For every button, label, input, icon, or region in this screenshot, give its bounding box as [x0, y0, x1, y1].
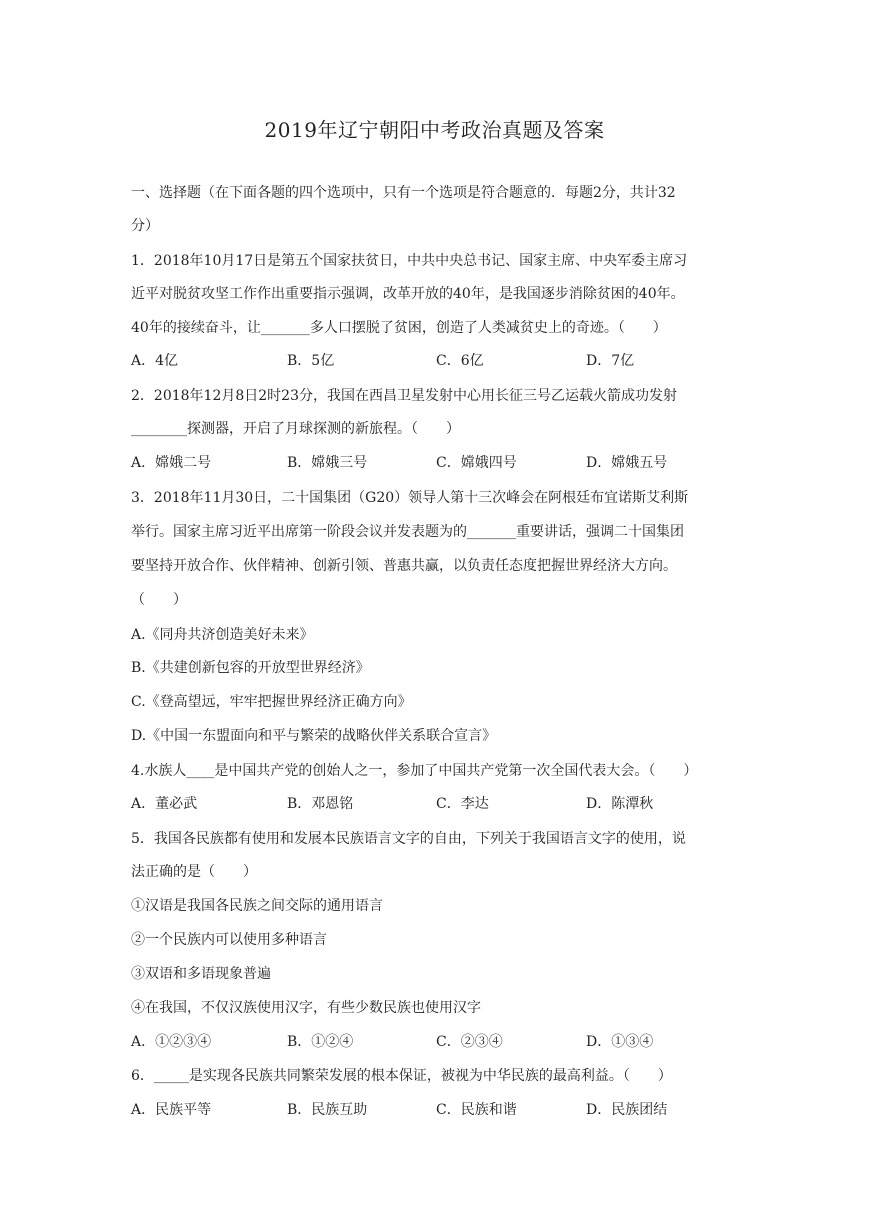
question-3-option-b: B.《共建创新包容的开放型世界经济》	[131, 660, 370, 676]
question-3-option-c: C.《登高望远，牢牢把握世界经济正确方向》	[131, 694, 412, 710]
option-c: C．6亿	[436, 353, 484, 369]
question-6-line: 6．_____是实现各民族共同繁荣发展的根本保证，被视为中华民族的最高利益。（ ）	[131, 1068, 672, 1084]
question-5-statement: ①汉语是我国各民族之间交际的通用语言	[131, 898, 383, 914]
option-b: B．嫦娥三号	[287, 455, 368, 471]
question-5-statement: ②一个民族内可以使用多种语言	[131, 932, 327, 948]
question-5-statement: ③双语和多语现象普遍	[131, 966, 271, 982]
option-a: A．4亿	[131, 353, 179, 369]
question-3-option-a: A.《同舟共济创造美好未来》	[131, 627, 314, 643]
question-3-line: 3．2018年11月30日，二十国集团（G20）领导人第十三次峰会在阿根廷布宜诺斯艾利斯	[131, 490, 689, 506]
page-title: 2019年辽宁朝阳中考政治真题及答案	[264, 118, 605, 142]
question-3-line: （ ）	[131, 592, 187, 608]
section-header-line: 一、选择题（在下面各题的四个选项中，只有一个选项是符合题意的．每题2分，共计32	[131, 185, 676, 201]
option-a: A．①②③④	[131, 1034, 212, 1050]
option-b: B．5亿	[287, 353, 335, 369]
option-b: B．①②④	[287, 1034, 354, 1050]
question-1-line: 40年的接续奋斗，让_______多人口摆脱了贫困，创造了人类减贫史上的奇迹。（ ）	[131, 320, 667, 336]
option-d: D．嫦娥五号	[586, 455, 668, 471]
option-c: C．李达	[436, 796, 489, 812]
option-a: A．民族平等	[131, 1102, 212, 1118]
question-1-line: 1．2018年10月17日是第五个国家扶贫日，中共中央总书记、国家主席、中央军委主席习	[131, 253, 688, 269]
question-5-statement: ④在我国，不仅汉族使用汉字，有些少数民族也使用汉字	[131, 1000, 481, 1016]
question-2-line: 2．2018年12月8日2时23分，我国在西昌卫星发射中心用长征三号乙运载火箭成功发射	[131, 388, 677, 404]
option-b: B．邓恩铭	[287, 796, 354, 812]
option-d: D．民族团结	[586, 1102, 668, 1118]
question-2-line: ________探测器，开启了月球探测的新旅程。（ ）	[131, 421, 460, 437]
section-header-line: 分）	[131, 218, 159, 234]
option-c: C．民族和谐	[436, 1102, 517, 1118]
question-5-line: 5．我国各民族都有使用和发展本民族语言文字的自由，下列关于我国语言文字的使用，说	[131, 831, 686, 847]
question-4-line: 4.水族人____是中国共产党的创始人之一，参加了中国共产党第一次全国代表大会。（ ）	[131, 763, 698, 779]
question-1-line: 近平对脱贫攻坚工作作出重要指示强调，改革开放的40年，是我国逐步消除贫困的40年。	[131, 286, 685, 302]
option-b: B．民族互助	[287, 1102, 368, 1118]
question-5-line: 法正确的是（ ）	[131, 864, 257, 880]
question-3-option-d: D.《中国一东盟面向和平与繁荣的战略伙伴关系联合宣言》	[131, 728, 497, 744]
question-3-line: 要坚持开放合作、伙伴精神、创新引领、普惠共赢，以负责任态度把握世界经济大方向。	[131, 558, 677, 574]
option-c: C．②③④	[436, 1034, 503, 1050]
option-a: A．董必武	[131, 796, 198, 812]
question-3-line: 举行。国家主席习近平出席第一阶段会议并发表题为的_______重要讲话，强调二十国集团	[131, 524, 684, 540]
option-d: D．7亿	[586, 353, 635, 369]
option-a: A．嫦娥二号	[131, 455, 212, 471]
option-d: D．陈潭秋	[586, 796, 654, 812]
option-c: C．嫦娥四号	[436, 455, 517, 471]
option-d: D．①③④	[586, 1034, 654, 1050]
